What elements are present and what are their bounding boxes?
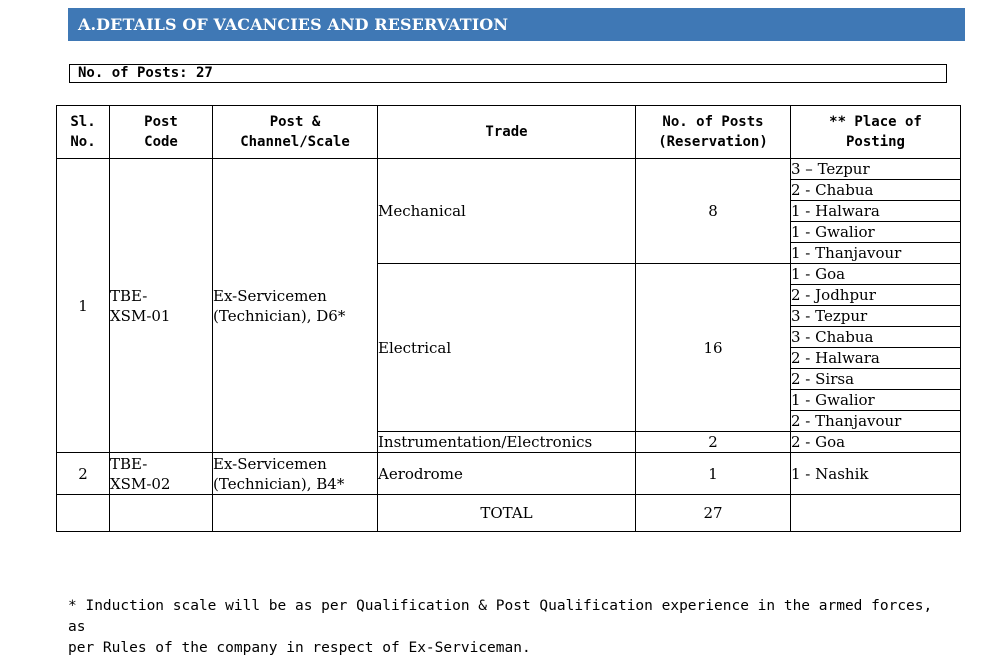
footnote-line: per Rules of the company in respect of Ex-Serviceman. [68,640,531,656]
empty-cell [110,495,213,532]
post-code-cell: TBE- XSM-02 [110,453,213,495]
vacancies-table [56,105,961,532]
place-cell: 2 - Jodhpur [791,285,961,306]
header-trade: Trade [378,106,636,159]
place-cell: 1 - Goa [791,264,961,285]
place-cell: 2 - Chabua [791,180,961,201]
posts-cell: 8 [636,159,791,264]
posts-cell: 2 [636,432,791,453]
footnote [68,596,958,659]
place-cell: 2 - Sirsa [791,369,961,390]
post-channel-cell: Ex-Servicemen (Technician), B4* [213,453,378,495]
empty-cell [213,495,378,532]
table-row [57,159,961,180]
total-row [57,495,961,532]
empty-cell [57,495,110,532]
posts-cell: 16 [636,264,791,432]
sl-no-cell: 2 [57,453,110,495]
place-cell: 1 - Thanjavour [791,243,961,264]
place-cell: 2 - Halwara [791,348,961,369]
table-row [57,453,961,495]
place-cell: 2 - Goa [791,432,961,453]
place-cell: 1 - Nashik [791,453,961,495]
place-cell: 3 - Chabua [791,327,961,348]
empty-cell [791,495,961,532]
total-value: 27 [636,495,791,532]
place-cell: 2 - Thanjavour [791,411,961,432]
total-label: TOTAL [378,495,636,532]
trade-cell: Mechanical [378,159,636,264]
place-cell: 3 – Tezpur [791,159,961,180]
header-post-channel: Post & Channel/Scale [213,106,378,159]
place-cell: 1 - Halwara [791,201,961,222]
place-cell: 1 - Gwalior [791,390,961,411]
place-cell: 1 - Gwalior [791,222,961,243]
post-channel-cell: Ex-Servicemen (Technician), D6* [213,159,378,453]
header-post-code: Post Code [110,106,213,159]
posts-cell: 1 [636,453,791,495]
footnote-line: * Induction scale will be as per Qualification & Post Qualification experience in the armed forces, as [68,598,933,635]
table-header-row [57,106,961,159]
posts-summary-box: No. of Posts: 27 [69,64,947,83]
header-place-of-posting: ** Place of Posting [791,106,961,159]
trade-cell: Instrumentation/Electronics [378,432,636,453]
section-heading: A.DETAILS OF VACANCIES AND RESERVATION [68,8,965,41]
header-sl-no: Sl. No. [57,106,110,159]
sl-no-cell: 1 [57,159,110,453]
trade-cell: Aerodrome [378,453,636,495]
header-no-of-posts: No. of Posts (Reservation) [636,106,791,159]
place-cell: 3 - Tezpur [791,306,961,327]
trade-cell: Electrical [378,264,636,432]
post-code-cell: TBE- XSM-01 [110,159,213,453]
